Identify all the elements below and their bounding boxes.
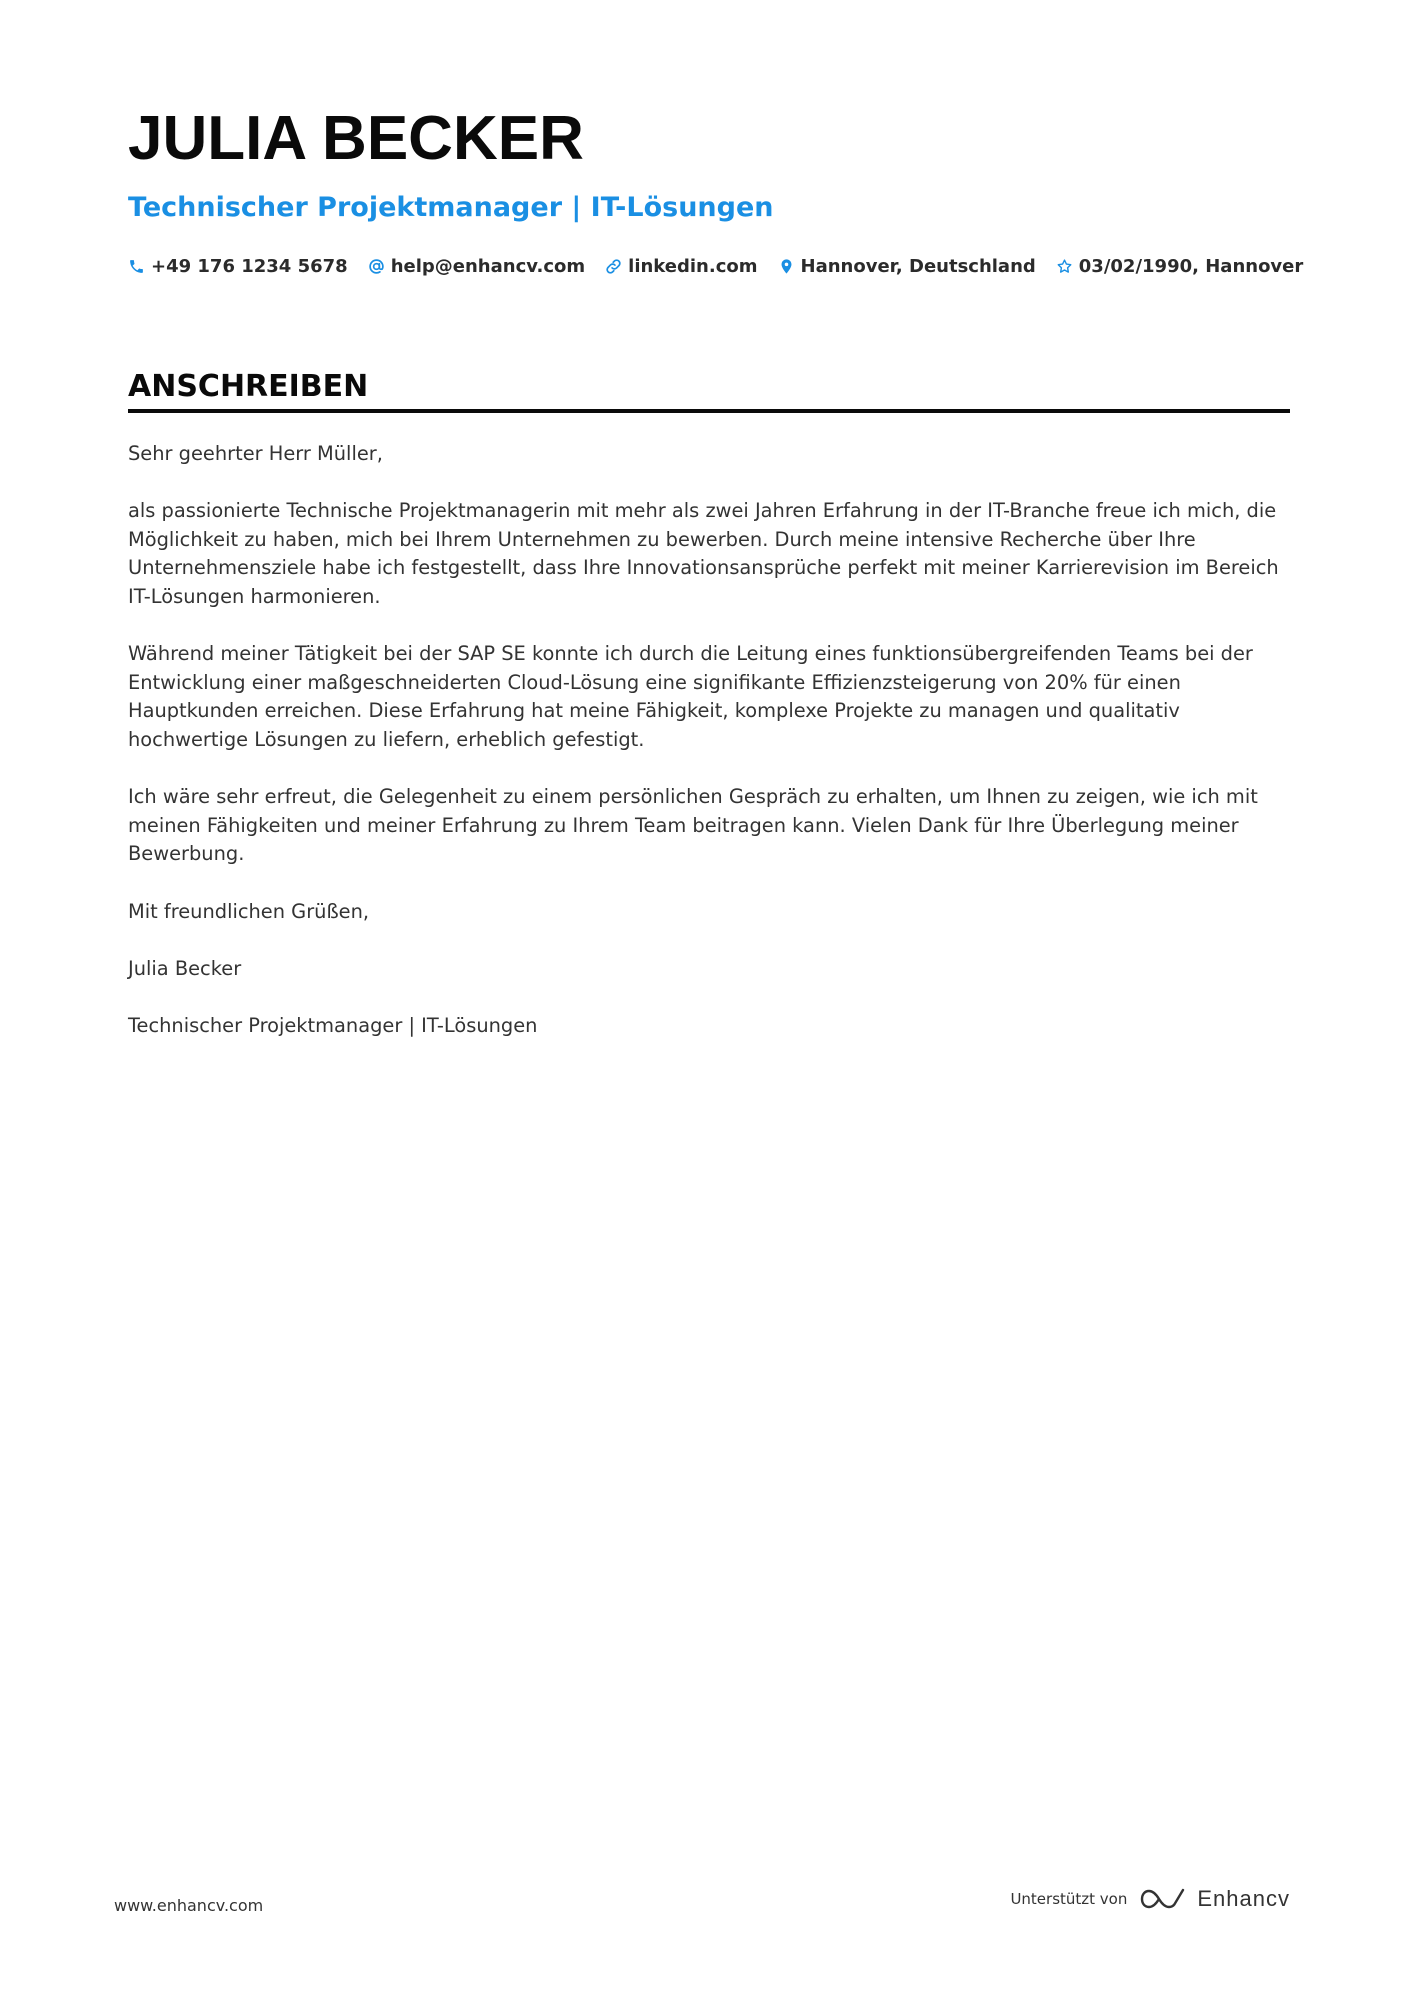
letter-closing: Mit freundlichen Grüßen, bbox=[128, 899, 370, 923]
candidate-title: Technischer Projektmanager | IT-Lösungen bbox=[128, 192, 774, 223]
contact-birth-text: 03/02/1990, Hannover bbox=[1078, 256, 1304, 277]
powered-by-text: Unterstützt von bbox=[1010, 1890, 1128, 1908]
contact-bar bbox=[128, 256, 1303, 277]
footer-branding[interactable] bbox=[1010, 1886, 1290, 1912]
contact-location-text: Hannover, Deutschland bbox=[800, 256, 1036, 277]
contact-email[interactable] bbox=[368, 256, 585, 277]
letter-paragraph: als passionierte Technische Projektmanagerin mit mehr als zwei Jahren Erfahrung in der IT-Branche freue ich mich, die Möglichkeit zu haben, mich bei Ihrem Unternehmen zu bewerben. Durch meine intensive Recherche über Ihre Unternehmensziele habe ich festgestellt, dass Ihre Innovationsansprüche perfekt mit meiner Karrierevision im Bereich IT-Lösungen harmonieren. bbox=[128, 499, 1279, 608]
footer-url[interactable]: www.enhancv.com bbox=[114, 1896, 264, 1915]
contact-phone-text: +49 176 1234 5678 bbox=[151, 256, 348, 277]
contact-birth bbox=[1056, 256, 1303, 277]
phone-icon bbox=[128, 258, 145, 275]
signature-name: Julia Becker bbox=[128, 956, 242, 980]
enhancv-logo-icon bbox=[1139, 1886, 1187, 1912]
location-pin-icon bbox=[778, 258, 795, 275]
letter-paragraph: Während meiner Tätigkeit bei der SAP SE konnte ich durch die Leitung eines funktionsübergreifenden Teams bei der Entwicklung einer maßgeschneiderten Cloud-Lösung eine signifikante Effizienzsteigerung von 20% für einen Hauptkunden erreichen. Diese Erfahrung hat meine Fähigkeit, komplexe Projekte zu managen und qualitativ hochwertige Lösungen zu liefern, erheblich gefestigt. bbox=[128, 642, 1253, 751]
letter-paragraph: Ich wäre sehr erfreut, die Gelegenheit zu einem persönlichen Gespräch zu erhalten, um Ihnen zu zeigen, wie ich mit meinen Fähigkeiten und meiner Erfahrung zu Ihrem Team beitragen kann. Vielen Dank für Ihre Überlegung meiner Bewerbung. bbox=[128, 785, 1258, 866]
letter-salutation: Sehr geehrter Herr Müller, bbox=[128, 442, 383, 465]
signature-title: Technischer Projektmanager | IT-Lösungen bbox=[128, 1013, 538, 1037]
contact-linkedin-text: linkedin.com bbox=[628, 256, 758, 277]
enhancv-logo bbox=[1139, 1886, 1290, 1912]
star-icon bbox=[1056, 258, 1073, 275]
section-divider bbox=[128, 409, 1290, 413]
section-heading: ANSCHREIBEN bbox=[128, 369, 369, 404]
brand-name: Enhancv bbox=[1197, 1886, 1290, 1911]
contact-email-text: help@enhancv.com bbox=[390, 256, 586, 277]
link-icon bbox=[605, 258, 622, 275]
contact-location bbox=[778, 256, 1036, 277]
at-icon bbox=[368, 258, 385, 275]
contact-linkedin[interactable] bbox=[605, 256, 757, 277]
letter-body bbox=[128, 440, 1290, 1069]
candidate-name: JULIA BECKER bbox=[128, 104, 584, 173]
contact-phone[interactable] bbox=[128, 256, 348, 277]
